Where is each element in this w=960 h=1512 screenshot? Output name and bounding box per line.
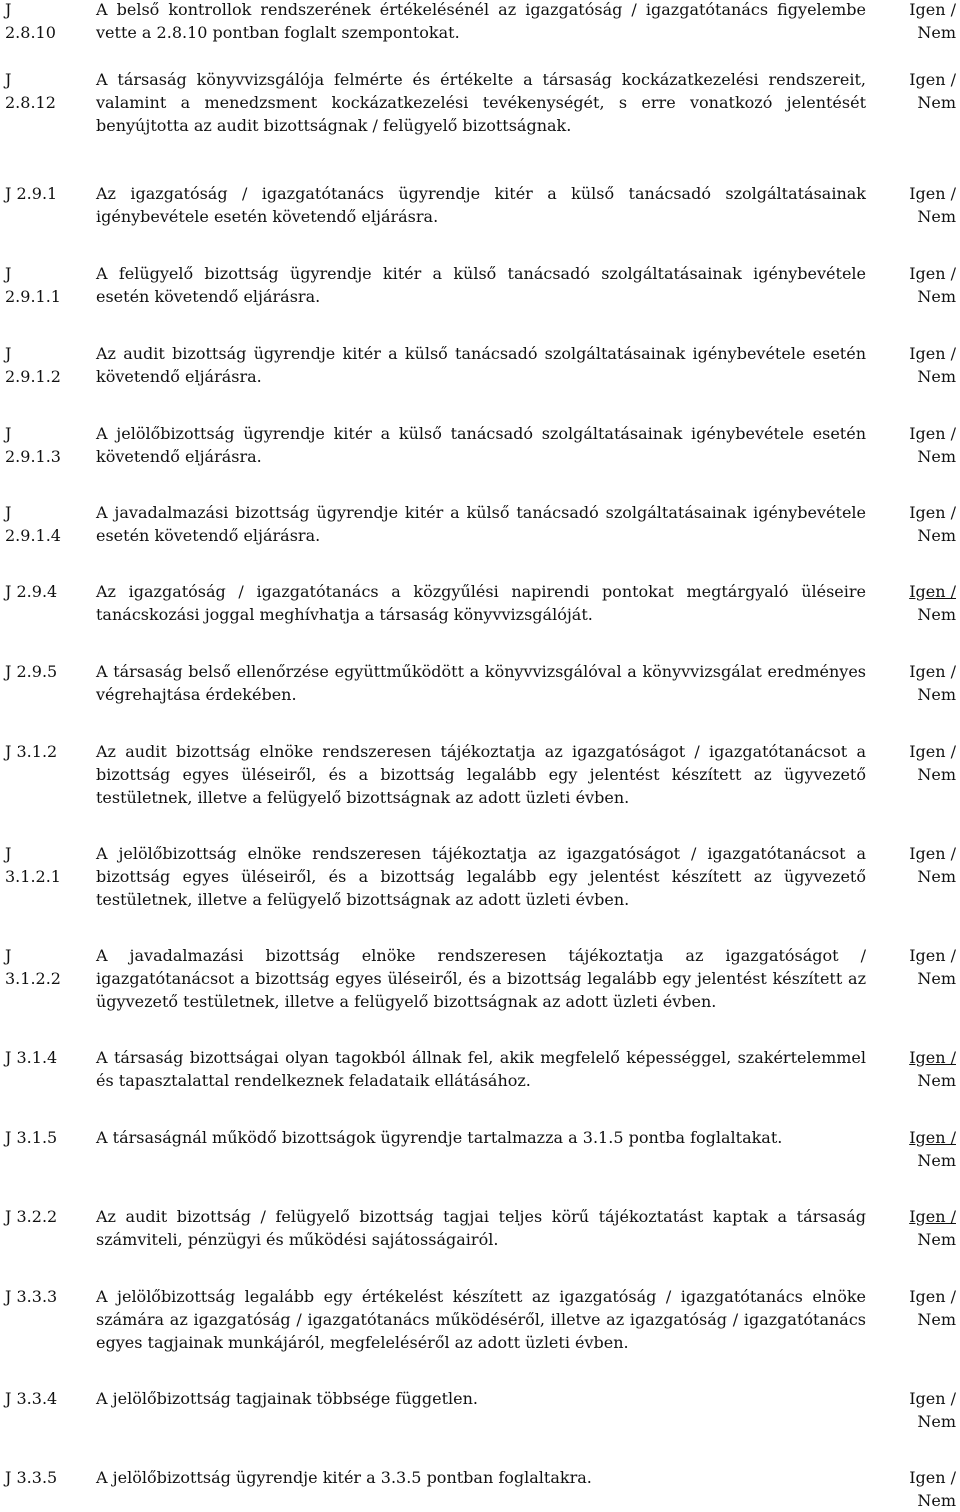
answer-no[interactable]: Nem [917,1230,956,1249]
answer-yes[interactable]: Igen / [909,264,956,283]
answer-yes[interactable]: Igen / [909,1287,956,1306]
answer-options [872,944,956,990]
answer-yes[interactable]: Igen / [909,424,956,443]
answer-no[interactable]: Nem [917,867,956,886]
answer-yes[interactable]: Igen / [909,1128,956,1147]
answer-yes[interactable]: Igen / [909,1389,956,1408]
row-text: Az igazgatóság / igazgatótanács a közgyűlési napirendi pontokat megtárgyaló üléseire tanácskozási joggal meghívhatja a társaság könyvvizsgálóját. [96,582,866,624]
row-code: J 2.8.10 [5,0,56,42]
row-text: A jelölőbizottság tagjainak többsége független. [96,1389,478,1408]
row-code: J 3.3.4 [5,1389,58,1408]
answer-no[interactable]: Nem [917,1412,956,1431]
answer-options [872,1205,956,1251]
answer-no[interactable]: Nem [917,367,956,386]
answer-options [872,1046,956,1092]
answer-options [872,342,956,388]
answer-options [872,262,956,308]
answer-options [872,1285,956,1331]
row-text: Az audit bizottság ügyrendje kitér a külső tanácsadó szolgáltatásainak igénybevétele esetén követendő eljárásra. [96,344,866,386]
answer-yes[interactable]: Igen / [909,344,956,363]
row-text: Az audit bizottság elnöke rendszeresen tájékoztatja az igazgatóságot / igazgatótanácsot a bizottság egyes üléseiről, és a bizottság legalább egy jelentést készített az ügyvezető testületnek, illetve a felügyelő bizottságnak az adott üzleti évben. [96,742,866,807]
row-text: Az igazgatóság / igazgatótanács ügyrendje kitér a külső tanácsadó szolgáltatásainak igénybevétele esetén követendő eljárásra. [96,184,866,226]
answer-no[interactable]: Nem [917,969,956,988]
answer-no[interactable]: Nem [917,1310,956,1329]
row-code: J 3.3.5 [5,1468,58,1487]
answer-no[interactable]: Nem [917,685,956,704]
row-code: J 3.1.5 [5,1128,58,1147]
answer-options [872,422,956,468]
answer-options [872,580,956,626]
row-text: A társaság könyvvizsgálója felmérte és értékelte a társaság kockázatkezelési rendszereit, valamint a menedzsment kockázatkezelési tevékenységét, s erre vonatkozó jelentését benyújtotta az audit bizottságnak / felügyelő bizottságnak. [96,70,866,135]
answer-options [872,1126,956,1172]
row-text: A felügyelő bizottság ügyrendje kitér a külső tanácsadó szolgáltatásainak igénybevétele esetén követendő eljárásra. [96,264,866,306]
answer-no[interactable]: Nem [917,287,956,306]
answer-no[interactable]: Nem [917,605,956,624]
row-text: A jelölőbizottság ügyrendje kitér a 3.3.5 pontban foglaltakra. [96,1468,592,1487]
answer-no[interactable]: Nem [917,765,956,784]
answer-yes[interactable]: Igen / [909,582,956,601]
answer-yes[interactable]: Igen / [909,503,956,522]
row-text: A társaság bizottságai olyan tagokból állnak fel, akik megfelelő képességgel, szakértelemmel és tapasztalattal rendelkeznek feladataik ellátásához. [96,1048,866,1090]
answer-options [872,68,956,114]
answer-no[interactable]: Nem [917,1491,956,1510]
row-code: J 2.9.4 [5,582,58,601]
answer-options [872,660,956,706]
row-text: A társaság belső ellenőrzése együttműködött a könyvvizsgálóval a könyvvizsgálat eredményes végrehajtása érdekében. [96,662,866,704]
answer-options [872,842,956,888]
row-code: J 3.1.2.1 [5,844,61,886]
row-text: A társaságnál működő bizottságok ügyrendje tartalmazza a 3.1.5 pontba foglaltakat. [96,1128,783,1147]
row-text: Az audit bizottság / felügyelő bizottság tagjai teljes körű tájékoztatást kaptak a társaság számviteli, pénzügyi és működési sajátosságairól. [96,1207,866,1249]
row-text: A javadalmazási bizottság elnöke rendszeresen tájékoztatja az igazgatóságot / igazgatótanácsot a bizottság egyes üléseiről, és a bizottság legalább egy jelentést készített az ügyvezető testületnek, illetve a felügyelő bizottságnak az adott üzleti évben. [96,946,866,1011]
row-code: J 3.3.3 [5,1287,58,1306]
row-code: J 2.9.1.3 [5,424,61,466]
answer-yes[interactable]: Igen / [909,662,956,681]
answer-no[interactable]: Nem [917,93,956,112]
answer-no[interactable]: Nem [917,526,956,545]
row-text: A jelölőbizottság legalább egy értékelést készített az igazgatóság / igazgatótanács elnöke számára az igazgatóság / igazgatótanács működéséről, illetve az igazgatóság / igazgatótanács egyes tagjainak munkájáról, megfeleléséről az adott üzleti évben. [96,1287,866,1352]
row-code: J 2.9.1.2 [5,344,61,386]
row-code: J 3.1.4 [5,1048,58,1067]
row-text: A jelölőbizottság elnöke rendszeresen tájékoztatja az igazgatóságot / igazgatótanácsot a bizottság egyes üléseiről, és a bizottság legalább egy jelentést készített az ügyvezető testületnek, illetve a felügyelő bizottságnak az adott üzleti évben. [96,844,866,909]
row-code: J 3.1.2 [5,742,58,761]
row-text: A jelölőbizottság ügyrendje kitér a külső tanácsadó szolgáltatásainak igénybevétele esetén követendő eljárásra. [96,424,866,466]
answer-yes[interactable]: Igen / [909,0,956,19]
answer-options [872,1466,956,1512]
row-code: J 2.9.1.4 [5,503,61,545]
row-code: J 2.8.12 [5,70,56,112]
answer-no[interactable]: Nem [917,1071,956,1090]
answer-yes[interactable]: Igen / [909,1468,956,1487]
answer-options [872,1387,956,1433]
answer-no[interactable]: Nem [917,447,956,466]
row-text: A javadalmazási bizottság ügyrendje kitér a külső tanácsadó szolgáltatásainak igénybevétele esetén követendő eljárásra. [96,503,866,545]
answer-yes[interactable]: Igen / [909,946,956,965]
answer-options [872,0,956,44]
row-text: A belső kontrollok rendszerének értékelésénél az igazgatóság / igazgatótanács figyelembe vette a 2.8.10 pontban foglalt szempontokat. [96,0,866,42]
row-code: J 2.9.1 [5,184,58,203]
answer-yes[interactable]: Igen / [909,184,956,203]
row-code: J 3.1.2.2 [5,946,61,988]
answer-yes[interactable]: Igen / [909,844,956,863]
answer-no[interactable]: Nem [917,23,956,42]
answer-no[interactable]: Nem [917,1151,956,1170]
answer-yes[interactable]: Igen / [909,742,956,761]
row-code: J 3.2.2 [5,1207,58,1226]
answer-yes[interactable]: Igen / [909,1048,956,1067]
answer-no[interactable]: Nem [917,207,956,226]
answer-yes[interactable]: Igen / [909,70,956,89]
answer-options [872,501,956,547]
answer-options [872,740,956,786]
answer-yes[interactable]: Igen / [909,1207,956,1226]
row-code: J 2.9.1.1 [5,264,61,306]
row-code: J 2.9.5 [5,662,58,681]
answer-options [872,182,956,228]
